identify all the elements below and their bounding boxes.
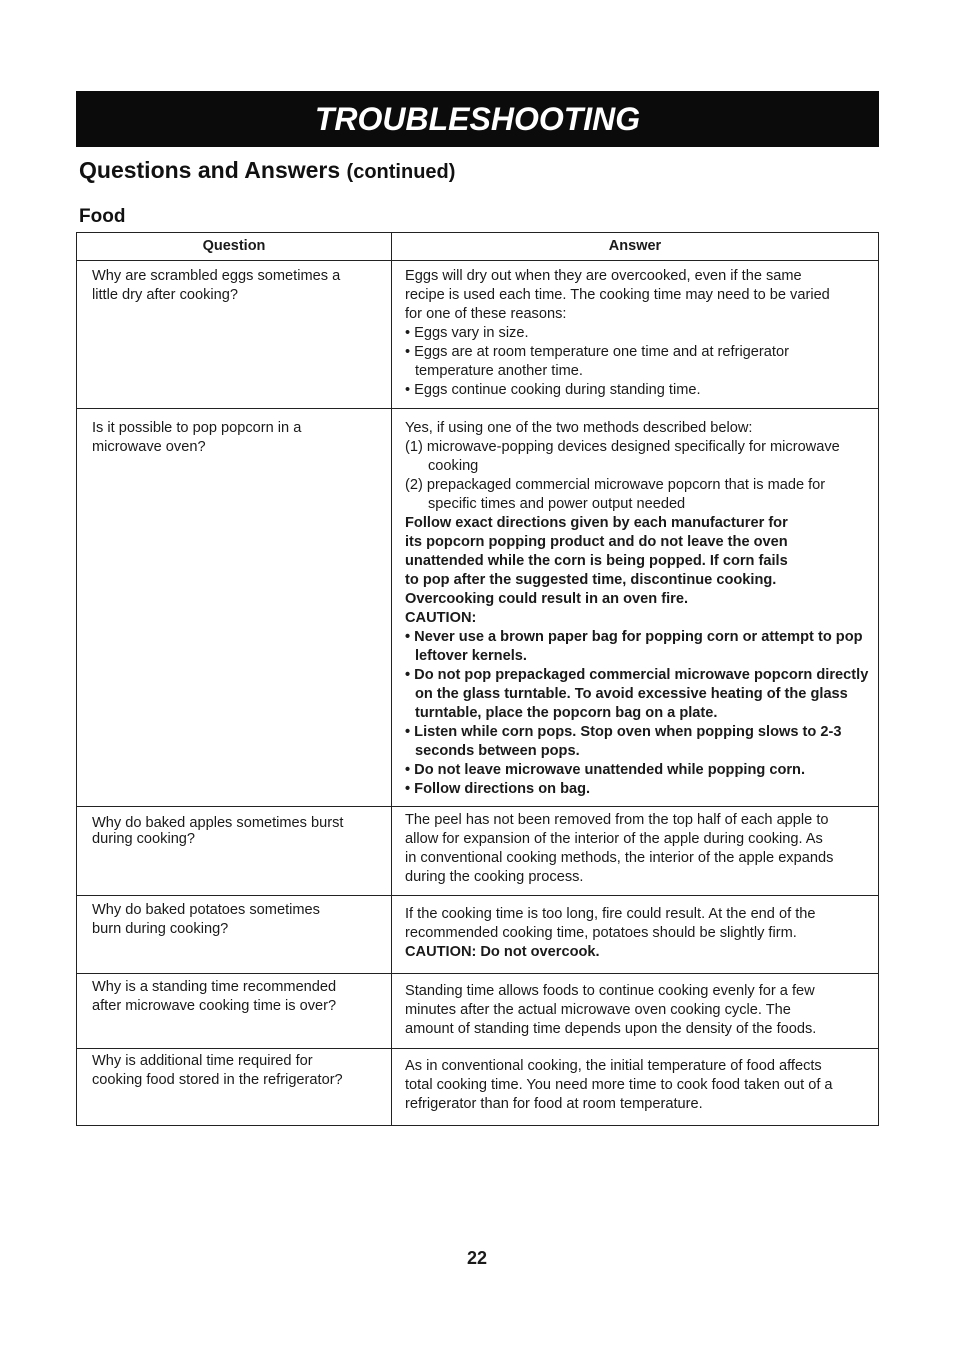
answer-line: If the cooking time is too long, fire could result. At the end of the <box>405 906 816 922</box>
answer-line: minutes after the actual microwave oven cooking cycle. The <box>405 1002 791 1018</box>
question-line: Why is a standing time recommended <box>92 979 337 995</box>
answer-cell <box>392 807 879 896</box>
question-line: after microwave cooking time is over? <box>92 998 337 1014</box>
warning-line: unattended while the corn is being popped. If corn fails <box>405 553 788 569</box>
question-cell <box>77 261 392 409</box>
answer-bullet: • Eggs are at room temperature one time and at refrigerator temperature another time. <box>405 344 789 379</box>
table-row <box>77 1049 879 1126</box>
section-heading-continued: (continued) <box>346 161 456 183</box>
answer-bullet: • Eggs vary in size. <box>405 325 529 341</box>
table-row <box>77 807 879 896</box>
caution-line: CAUTION: Do not overcook. <box>405 944 600 960</box>
table-row <box>77 409 879 807</box>
caution-bullet: • Do not pop prepackaged commercial microwave popcorn directly on the glass turntable. To avoid excessive heating of the glass turntable, place the popcorn bag on a plate. <box>405 667 869 721</box>
answer-line: refrigerator than for food at room temperature. <box>405 1096 703 1112</box>
question-line: little dry after cooking? <box>92 287 239 303</box>
warning-line: to pop after the suggested time, discontinue cooking. <box>405 572 777 588</box>
warning-line: its popcorn popping product and do not leave the oven <box>405 534 788 550</box>
question-line: Why do baked apples sometimes burst <box>92 815 344 831</box>
caution-bullet: • Never use a brown paper bag for popping corn or attempt to pop leftover kernels. <box>405 629 863 664</box>
question-line: burn during cooking? <box>92 921 229 937</box>
caution-bullet: • Listen while corn pops. Stop oven when popping slows to 2-3 seconds between pops. <box>405 724 842 759</box>
question-line: during cooking? <box>92 831 196 847</box>
question-line: Why is additional time required for <box>92 1053 313 1069</box>
question-cell <box>77 409 392 807</box>
answer-cell <box>392 261 879 409</box>
answer-line: total cooking time. You need more time to cook food taken out of a <box>405 1077 833 1093</box>
answer-line: allow for expansion of the interior of the apple during cooking. As <box>405 831 823 847</box>
caution-label: CAUTION: <box>405 610 477 626</box>
table-row <box>77 896 879 974</box>
answer-column-header: Answer <box>392 233 879 261</box>
answer-line: recommended cooking time, potatoes should be slightly firm. <box>405 925 797 941</box>
answer-cell <box>392 409 879 807</box>
caution-bullet: • Follow directions on bag. <box>405 781 591 797</box>
answer-bullet: • Eggs continue cooking during standing time. <box>405 382 701 398</box>
answer-line: Eggs will dry out when they are overcooked, even if the same <box>405 268 802 284</box>
question-cell <box>77 896 392 974</box>
question-column-header: Question <box>77 233 392 261</box>
answer-cell <box>392 974 879 1049</box>
section-heading <box>79 157 455 184</box>
warning-line: Overcooking could result in an oven fire. <box>405 591 689 607</box>
page-number: 22 <box>466 1248 488 1268</box>
question-line: microwave oven? <box>92 439 206 455</box>
table-row <box>77 261 879 409</box>
answer-line: recipe is used each time. The cooking time may need to be varied <box>405 287 830 303</box>
warning-line: Follow exact directions given by each manufacturer for <box>405 515 788 531</box>
question-cell <box>77 974 392 1049</box>
section-heading-text: Questions and Answers <box>79 157 341 183</box>
method-item: (2) prepackaged commercial microwave popcorn that is made for specific times and power output needed <box>405 477 826 512</box>
table-row <box>77 974 879 1049</box>
table-header-row <box>77 233 879 261</box>
question-line: Is it possible to pop popcorn in a <box>92 420 302 436</box>
answer-line: Yes, if using one of the two methods described below: <box>405 420 753 436</box>
qa-table <box>76 232 879 1126</box>
answer-line: The peel has not been removed from the top half of each apple to <box>405 812 829 828</box>
question-cell <box>77 1049 392 1126</box>
question-line: Why are scrambled eggs sometimes a <box>92 268 341 284</box>
answer-cell <box>392 896 879 974</box>
caution-bullet: • Do not leave microwave unattended while popping corn. <box>405 762 806 778</box>
question-line: cooking food stored in the refrigerator? <box>92 1072 343 1088</box>
answer-cell <box>392 1049 879 1126</box>
question-line: Why do baked potatoes sometimes <box>92 902 320 918</box>
answer-line: during the cooking process. <box>405 869 584 885</box>
answer-line: As in conventional cooking, the initial temperature of food affects <box>405 1058 822 1074</box>
method-item: (1) microwave-popping devices designed specifically for microwave cooking <box>405 439 840 474</box>
banner-title: TROUBLESHOOTING <box>314 101 641 137</box>
answer-line: Standing time allows foods to continue cooking evenly for a few <box>405 983 815 999</box>
page-banner <box>76 91 879 147</box>
answer-line: in conventional cooking methods, the interior of the apple expands <box>405 850 834 866</box>
answer-line: for one of these reasons: <box>405 306 567 322</box>
food-subheading: Food <box>79 206 126 227</box>
question-cell <box>77 807 392 896</box>
answer-line: amount of standing time depends upon the density of the foods. <box>405 1021 817 1037</box>
